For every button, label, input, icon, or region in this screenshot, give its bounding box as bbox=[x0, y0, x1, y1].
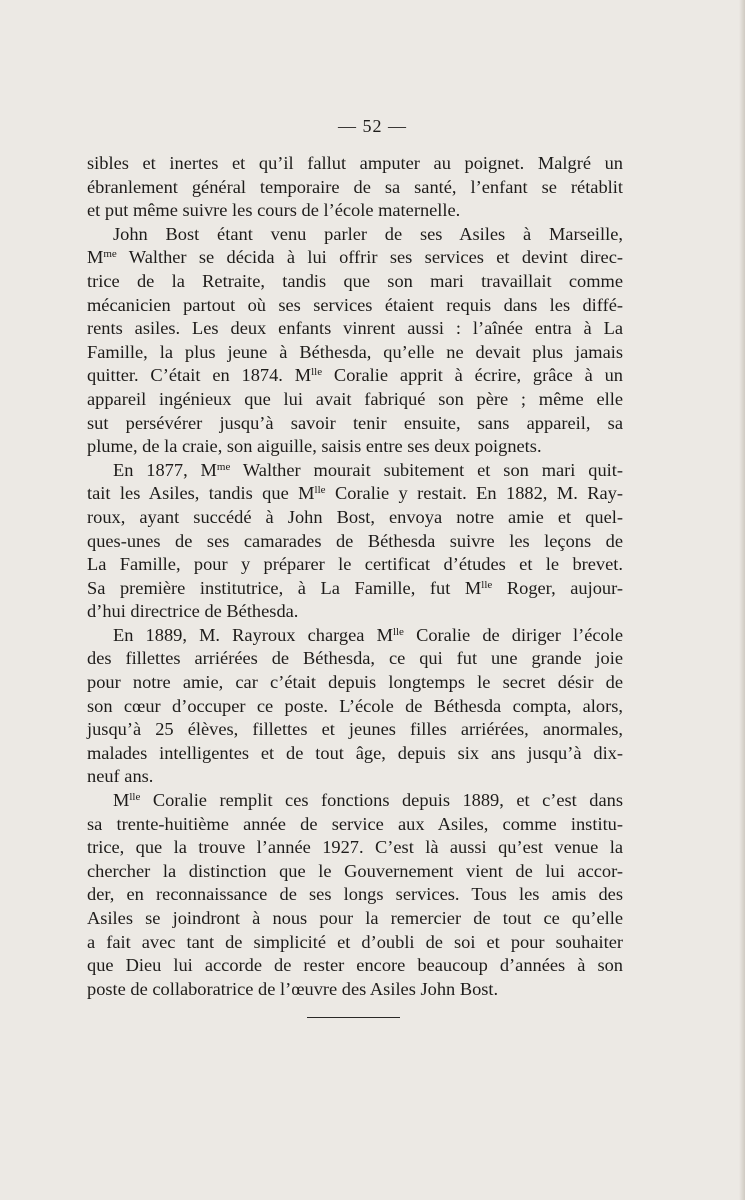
paragraph bbox=[87, 789, 623, 1001]
body-text bbox=[87, 152, 623, 1001]
text-line: ques-unes de ses camarades de Béthesda suivre les leçons de bbox=[87, 530, 623, 551]
text-line: rents asiles. Les deux enfants vinrent aussi : l’aînée entra à La bbox=[87, 318, 623, 339]
text-line: chercher la distinction que le Gouvernement vient de lui accor- bbox=[87, 860, 623, 881]
text-line: sa trente-huitième année de service aux Asiles, comme institu- bbox=[87, 813, 623, 834]
text-line: mécanicien partout où ses services étaient requis dans les diffé- bbox=[87, 294, 623, 315]
page-edge bbox=[739, 0, 745, 1200]
paragraph bbox=[87, 624, 623, 789]
text-line: neuf ans. bbox=[87, 766, 154, 787]
text-line: $M^{me}$ Walther se décida à lui offrir ses services et devint direc- bbox=[87, 247, 623, 268]
text-line: des fillettes arriérées de Béthesda, ce qui fut une grande joie bbox=[87, 648, 623, 669]
text-line: pour notre amie, car c’était depuis longtemps le secret désir de bbox=[87, 672, 623, 693]
text-line: d’hui directrice de Béthesda. bbox=[87, 601, 299, 622]
text-line: roux, ayant succédé à John Bost, envoya notre amie et quel- bbox=[87, 506, 623, 527]
text-line: sibles et inertes et qu’il fallut amputer au poignet. Malgré un bbox=[87, 153, 623, 173]
end-rule bbox=[307, 1017, 400, 1018]
text-line: que Dieu lui accorde de rester encore beaucoup d’années à son bbox=[87, 955, 623, 976]
text-line: poste de collaboratrice de l’œuvre des Asiles John Bost. bbox=[87, 978, 499, 999]
text-line: quitter. C’était en 1874. $M^{lle}$ Coralie apprit à écrire, grâce à un bbox=[87, 365, 623, 386]
text-line: a fait avec tant de simplicité et d’oubli de soi et pour souhaiter bbox=[87, 931, 623, 952]
text-line: appareil ingénieux que lui avait fabriqué son père ; même elle bbox=[87, 388, 623, 409]
text-line: plume, de la craie, son aiguille, saisis entre ses deux poignets. bbox=[87, 436, 542, 457]
paragraph bbox=[87, 223, 623, 459]
text-line: trice de la Retraite, tandis que son mari travaillait comme bbox=[87, 270, 623, 291]
page-number: — 52 — bbox=[338, 116, 407, 136]
text-line: sut persévérer jusqu’à savoir tenir ensuite, sans appareil, sa bbox=[87, 412, 623, 433]
text-line: malades intelligentes et de tout âge, depuis six ans jusqu’à dix- bbox=[87, 742, 623, 763]
text-line: La Famille, pour y préparer le certificat d’études et le brevet. bbox=[87, 554, 623, 575]
paragraph bbox=[87, 459, 623, 624]
text-line: tait les Asiles, tandis que $M^{lle}$ Coralie y restait. En 1882, M. Ray- bbox=[87, 483, 623, 504]
text-line: John Bost étant venu parler de ses Asiles à Marseille, bbox=[113, 223, 623, 244]
text-line: jusqu’à 25 élèves, fillettes et jeunes filles arriérées, anormales, bbox=[87, 719, 623, 740]
text-line: En 1877, $M^{me}$ Walther mourait subitement et son mari quit- bbox=[113, 459, 624, 480]
text-line: Famille, la plus jeune à Béthesda, qu’elle ne devait plus jamais bbox=[87, 341, 623, 362]
text-line: der, en reconnaissance de ses longs services. Tous les amis des bbox=[87, 884, 623, 905]
text-line: trice, que la trouve l’année 1927. C’est là aussi qu’est venue la bbox=[87, 837, 623, 858]
text-line: Sa première institutrice, à La Famille, fut $M^{lle}$ Roger, aujour- bbox=[87, 577, 623, 598]
text-line: $M^{lle}$ Coralie remplit ces fonctions depuis 1889, et c’est dans bbox=[113, 790, 623, 811]
text-line: En 1889, M. Rayroux chargea $M^{lle}$ Coralie de diriger l’école bbox=[113, 624, 623, 645]
text-line: ébranlement général temporaire de sa santé, l’enfant se rétablit bbox=[87, 176, 623, 197]
text-line: et put même suivre les cours de l’école maternelle. bbox=[87, 200, 461, 221]
text-line: Asiles se joindront à nous pour la remercier de tout ce qu’elle bbox=[87, 908, 623, 928]
text-line: son cœur d’occuper ce poste. L’école de Béthesda compta, alors, bbox=[87, 695, 623, 716]
paragraph bbox=[87, 152, 623, 223]
